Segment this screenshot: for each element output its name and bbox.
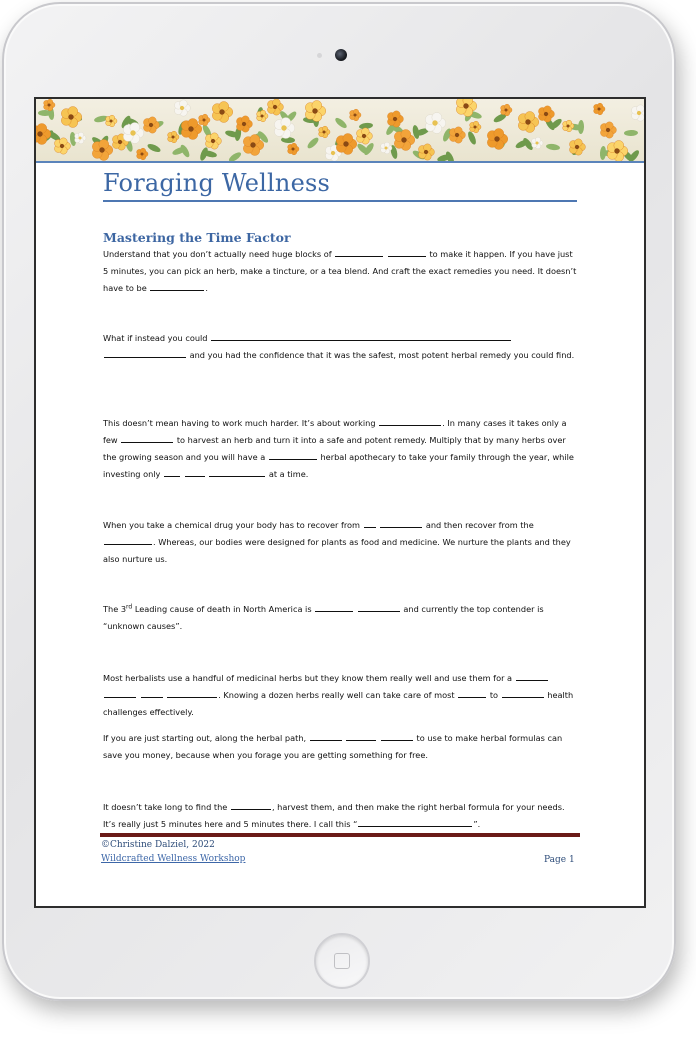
light-sensor bbox=[317, 53, 322, 58]
paragraph-4 bbox=[103, 517, 579, 568]
ordinal-suffix: rd bbox=[126, 603, 133, 611]
paragraph-text bbox=[206, 469, 209, 479]
fill-in-blank[interactable] bbox=[141, 688, 163, 698]
front-camera-icon bbox=[335, 49, 347, 61]
fill-in-blank[interactable] bbox=[388, 247, 426, 257]
paragraph-text bbox=[137, 690, 140, 700]
paragraph-text: to make it happen. If you have just 5 minutes, you can pick an herb, make a tincture, or a tea blend. And craft the exact remedies you need. It doesn’t have to be bbox=[103, 249, 577, 293]
fill-in-blank[interactable] bbox=[458, 688, 486, 698]
fill-in-blank[interactable] bbox=[167, 688, 217, 698]
fill-in-blank[interactable] bbox=[104, 688, 136, 698]
paragraph-8 bbox=[103, 799, 579, 833]
paragraph-text: health challenges effectively. bbox=[103, 690, 574, 717]
paragraph-text: When you take a chemical drug your body has to recover from bbox=[103, 520, 363, 530]
paragraph-7 bbox=[103, 730, 579, 764]
page-number: Page 1 bbox=[544, 855, 575, 865]
fill-in-blank[interactable] bbox=[379, 416, 441, 426]
paragraph-text: . In many cases it takes only a few bbox=[103, 418, 567, 445]
paragraph-3 bbox=[103, 415, 579, 483]
paragraph-text: What if instead you could bbox=[103, 333, 211, 343]
paragraph-text bbox=[343, 733, 346, 743]
fill-in-blank[interactable] bbox=[380, 518, 422, 528]
paragraph-text: herbal apothecary to take your family through the year, while investing only bbox=[103, 452, 574, 479]
paragraph-text: Understand that you don’t actually need huge blocks of bbox=[103, 249, 335, 259]
fill-in-blank[interactable] bbox=[358, 817, 472, 827]
paragraph-text: and you had the confidence that it was the safest, most potent herbal remedy you could find. bbox=[187, 350, 575, 360]
paragraph-text: The 3 bbox=[103, 604, 127, 614]
paragraph-text bbox=[181, 469, 184, 479]
paragraph-text: to harvest an herb and turn it into a safe and potent remedy. Multiply that by many herbs over the growing season and you will have a bbox=[103, 435, 566, 462]
paragraph-text: If you are just starting out, along the herbal path, bbox=[103, 733, 309, 743]
page-title: Foraging Wellness bbox=[103, 169, 331, 197]
section-heading: Mastering the Time Factor bbox=[103, 230, 291, 245]
paragraph-text: Leading cause of death in North America is bbox=[132, 604, 315, 614]
fill-in-blank[interactable] bbox=[104, 348, 186, 358]
fill-in-blank[interactable] bbox=[269, 450, 317, 460]
paragraph-5 bbox=[103, 601, 579, 635]
paragraph-text: It doesn’t take long to find the bbox=[103, 802, 230, 812]
paragraph-text bbox=[164, 690, 167, 700]
paragraph-text: . bbox=[205, 283, 208, 293]
fill-in-blank[interactable] bbox=[150, 281, 204, 291]
workshop-link[interactable]: Wildcrafted Wellness Workshop bbox=[101, 854, 246, 864]
paragraph-text: Most herbalists use a handful of medicinal herbs but they know them really well and use them for a bbox=[103, 673, 515, 683]
paragraph-text: , harvest them, and then make the right herbal formula for your needs. It’s really just 5 minutes here and 5 minutes there. I call this “ bbox=[103, 802, 565, 829]
paragraph-text: and then recover from the bbox=[423, 520, 534, 530]
paragraph-text: . Knowing a dozen herbs really well can take care of most bbox=[218, 690, 458, 700]
fill-in-blank[interactable] bbox=[335, 247, 383, 257]
fill-in-blank[interactable] bbox=[211, 331, 511, 341]
fill-in-blank[interactable] bbox=[346, 731, 376, 741]
paragraph-text: . Whereas, our bodies were designed for plants as food and medicine. We nurture the plants and they also nurture us. bbox=[103, 537, 571, 564]
paragraph-6 bbox=[103, 670, 579, 721]
paragraph-2 bbox=[103, 330, 579, 364]
paragraph-text bbox=[354, 604, 357, 614]
fill-in-blank[interactable] bbox=[381, 731, 413, 741]
fill-in-blank[interactable] bbox=[104, 535, 152, 545]
fill-in-blank[interactable] bbox=[315, 602, 353, 612]
fill-in-blank[interactable] bbox=[209, 467, 265, 477]
home-button[interactable] bbox=[314, 933, 370, 989]
fill-in-blank[interactable] bbox=[231, 800, 271, 810]
paragraph-text: to use to make herbal formulas can save you money, because when you forage you are getting something for free. bbox=[103, 733, 563, 760]
fill-in-blank[interactable] bbox=[516, 671, 548, 681]
fill-in-blank[interactable] bbox=[364, 518, 376, 528]
fill-in-blank[interactable] bbox=[358, 602, 400, 612]
paragraph-text bbox=[377, 520, 380, 530]
copyright-text: ©Christine Dalziel, 2022 bbox=[101, 840, 215, 850]
footer-rule bbox=[100, 833, 580, 837]
home-square-icon bbox=[334, 953, 350, 969]
paragraph-text: and currently the top contender is “unknown causes”. bbox=[103, 604, 544, 631]
fill-in-blank[interactable] bbox=[502, 688, 544, 698]
fill-in-blank[interactable] bbox=[310, 731, 342, 741]
paragraph-1 bbox=[103, 246, 579, 297]
paragraph-text bbox=[384, 249, 387, 259]
paragraph-text bbox=[377, 733, 380, 743]
paragraph-text: ”. bbox=[473, 819, 481, 829]
fill-in-blank[interactable] bbox=[164, 467, 180, 477]
paragraph-text: This doesn’t mean having to work much harder. It’s about working bbox=[103, 418, 379, 428]
title-underline bbox=[103, 200, 577, 202]
document-page bbox=[36, 99, 644, 906]
paragraph-text: to bbox=[487, 690, 501, 700]
tablet-screen bbox=[34, 97, 646, 908]
fill-in-blank[interactable] bbox=[121, 433, 173, 443]
paragraph-text: at a time. bbox=[266, 469, 309, 479]
fill-in-blank[interactable] bbox=[185, 467, 205, 477]
